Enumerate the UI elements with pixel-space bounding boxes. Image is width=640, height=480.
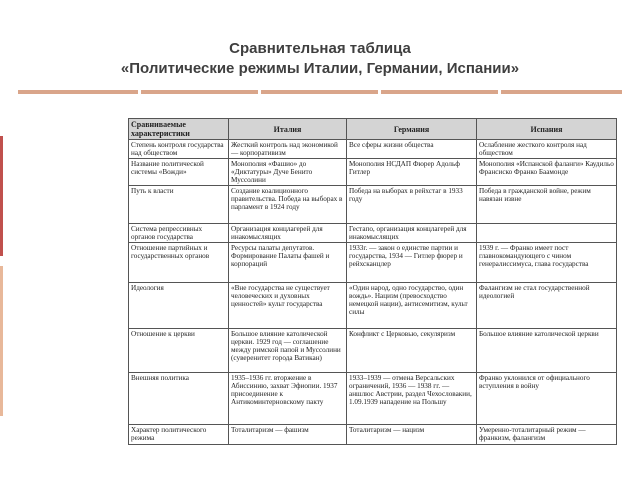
table-row xyxy=(129,329,617,373)
germany-cell: Конфликт с Церковью, секуляризм xyxy=(347,329,477,373)
accent-bar xyxy=(18,90,622,94)
italy-cell: 1935–1936 гг. вторжение в Абиссинию, захват Эфиопии. 1937 присоединение к Антикоминтерновскому пакту xyxy=(229,373,347,425)
criteria-cell: Название политической системы «Вожди» xyxy=(129,159,229,186)
header-spain: Испания xyxy=(477,119,617,140)
title-line-1: Сравнительная таблица xyxy=(229,40,411,57)
spain-cell: Монополия «Испанской фаланги» Каудильо Франсиско Франко Баамонде xyxy=(477,159,617,186)
spain-cell: 1939 г. — Франко имеет пост главнокомандующего с чином генералиссимуса, глава государства xyxy=(477,243,617,283)
germany-cell: 1933г. — закон о единстве партии и государства, 1934 — Гитлер фюрер и рейхсканцлер xyxy=(347,243,477,283)
germany-cell: Тоталитаризм — нацизм xyxy=(347,425,477,445)
table-row xyxy=(129,243,617,283)
spain-cell: Франко уклонился от официального вступления в войну xyxy=(477,373,617,425)
table-row xyxy=(129,224,617,243)
germany-cell: Все сферы жизни общества xyxy=(347,140,477,159)
left-accent-rail xyxy=(0,96,3,480)
table-row xyxy=(129,283,617,329)
spain-cell: Ослабление жесткого контроля над обществом xyxy=(477,140,617,159)
table-row xyxy=(129,186,617,224)
table-header-row xyxy=(129,119,617,140)
criteria-cell: Степень контроля государства над обществом xyxy=(129,140,229,159)
comparison-table-wrapper xyxy=(128,118,616,445)
criteria-cell: Путь к власти xyxy=(129,186,229,224)
header-germany: Германия xyxy=(347,119,477,140)
title-line-2: «Политические режимы Италии, Германии, Испании» xyxy=(120,60,520,77)
italy-cell: Организация концлагерей для инакомыслящих xyxy=(229,224,347,243)
criteria-cell: Отношение к церкви xyxy=(129,329,229,373)
criteria-cell: Идеология xyxy=(129,283,229,329)
table-row xyxy=(129,373,617,425)
criteria-cell: Характер политического режима xyxy=(129,425,229,445)
germany-cell: «Один народ, одно государство, один вождь». Нацизм (превосходство немецкой нации), антисемитизм, культ силы xyxy=(347,283,477,329)
italy-cell: Ресурсы палаты депутатов. Формирование Палаты фашей и корпораций xyxy=(229,243,347,283)
italy-cell: Тоталитаризм — фашизм xyxy=(229,425,347,445)
spain-cell: Умеренно-тоталитарный режим — франкизм, фалангизм xyxy=(477,425,617,445)
table-row xyxy=(129,425,617,445)
germany-cell: Монополия НСДАП Фюрер Адольф Гитлер xyxy=(347,159,477,186)
header-italy: Италия xyxy=(229,119,347,140)
italy-cell: Большое влияние католической церкви. 1929 год — соглашение между римской папой и Муссолини (суверенитет города Ватикан) xyxy=(229,329,347,373)
italy-cell: Жесткий контроль над экономикой — корпоративизм xyxy=(229,140,347,159)
germany-cell: Победа на выборах в рейхстаг в 1933 году xyxy=(347,186,477,224)
germany-cell: 1933–1939 — отмена Версальских ограничений, 1936 — 1938 гг. — аншлюс Австрии, раздел Чехословакии, 1.09.1939 нападение на Польшу xyxy=(347,373,477,425)
italy-cell: Создание коалиционного правительства. Победа на выборах в парламент в 1924 году xyxy=(229,186,347,224)
spain-cell: Фалангизм не стал государственной идеологией xyxy=(477,283,617,329)
spain-cell: Победа в гражданской войне, режим навязан извне xyxy=(477,186,617,224)
italy-cell: Монополия «Фашио» до «Диктатуры» Дуче Бенито Муссолини xyxy=(229,159,347,186)
table-row xyxy=(129,140,617,159)
italy-cell: «Вне государства не существует человеческих и духовных ценностей» культ государства xyxy=(229,283,347,329)
table-row xyxy=(129,159,617,186)
comparison-table xyxy=(128,118,617,445)
germany-cell: Гестапо, организация концлагерей для инакомыслящих xyxy=(347,224,477,243)
spain-cell: Большое влияние католической церкви xyxy=(477,329,617,373)
slide-title xyxy=(40,40,600,78)
spain-cell xyxy=(477,224,617,243)
criteria-cell: Внешняя политика xyxy=(129,373,229,425)
header-criteria: Сравниваемые характеристики xyxy=(129,119,229,140)
criteria-cell: Система репрессивных органов государства xyxy=(129,224,229,243)
criteria-cell: Отношение партийных и государственных органов xyxy=(129,243,229,283)
